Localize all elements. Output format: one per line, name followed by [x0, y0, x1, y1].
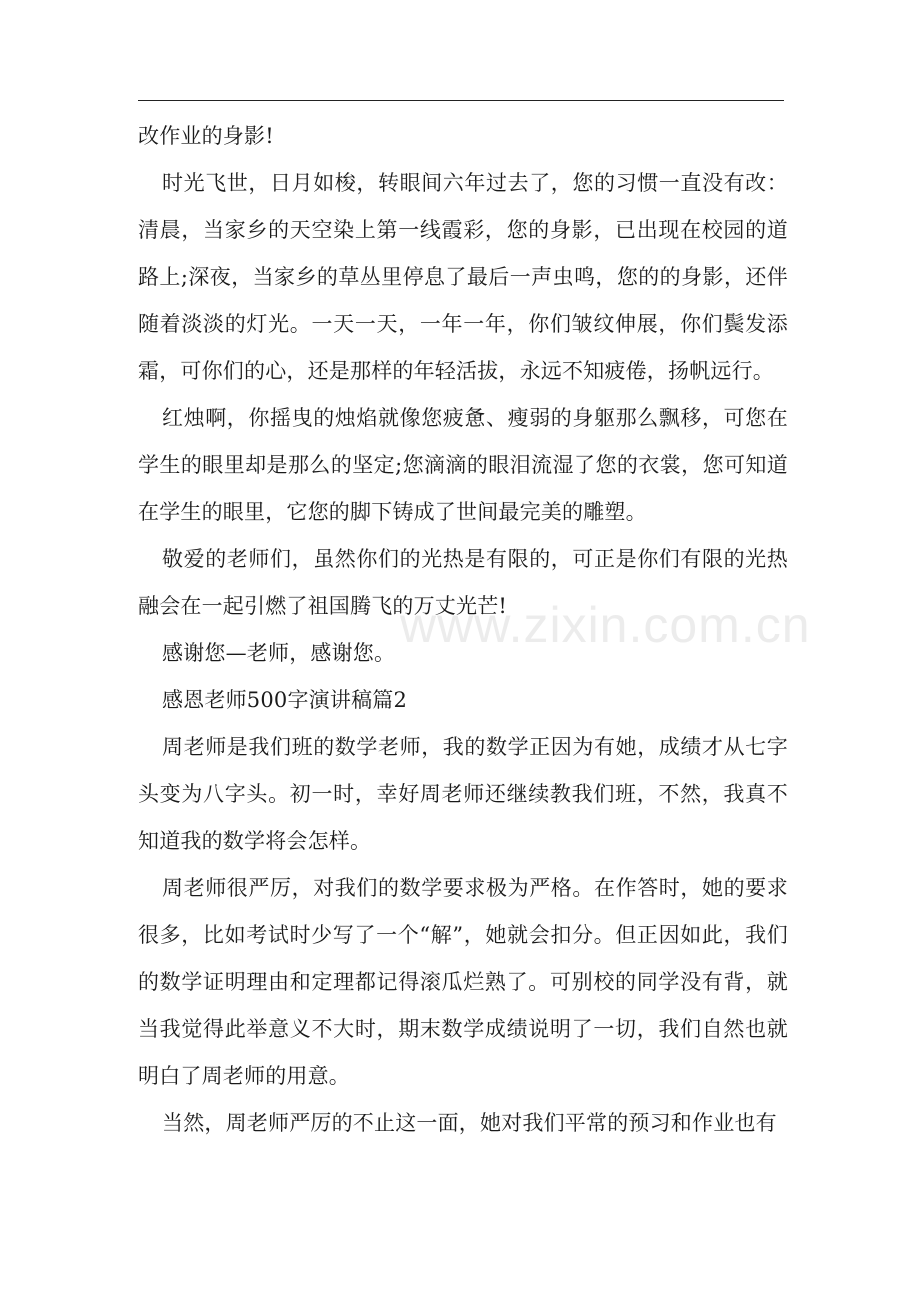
paragraph: 敬爱的老师们，虽然你们的光热是有限的，可正是你们有限的光热融会在一起引燃了祖国腾飞的万丈光芒! — [138, 547, 788, 618]
section-heading: 感恩老师500字演讲稿篇2 — [162, 688, 408, 712]
paragraph-continuation: 改作业的身影! — [138, 124, 274, 148]
paragraph: 红烛啊，你摇曳的烛焰就像您疲惫、瘦弱的身躯那么飘移，可您在学生的眼里却是那么的坚定;您滴滴的眼泪流湿了您的衣裳，您可知道在学生的眼里，它您的脚下铸成了世间最完美的雕塑。 — [138, 406, 788, 524]
paragraph: 周老师很严厉，对我们的数学要求极为严格。在作答时，她的要求很多，比如考试时少写了一个“解”，她就会扣分。但正因如此，我们的数学证明理由和定理都记得滚瓜烂熟了。可别校的同学没有背，就当我觉得此举意义不大时，期末数学成绩说明了一切，我们自然也就明白了周老师的用意。 — [138, 876, 788, 1088]
paragraph: 当然，周老师严厉的不止这一面，她对我们平常的预习和作业也有 — [162, 1111, 777, 1135]
document-body — [138, 113, 788, 1147]
header-rule — [138, 100, 784, 101]
paragraph: 时光飞世，日月如梭，转眼间六年过去了，您的习惯一直没有改：清晨，当家乡的天空染上第一线霞彩，您的身影，已出现在校园的道路上;深夜，当家乡的草丛里停息了最后一声虫鸣，您的的身影，还伴随着淡淡的灯光。一天一天，一年一年，你们皱纹伸展，你们鬓发添霜，可你们的心，还是那样的年轻活拔，永远不知疲倦，扬帆远行。 — [138, 171, 788, 383]
paragraph: 周老师是我们班的数学老师，我的数学正因为有她，成绩才从七字头变为八字头。初一时，幸好周老师还继续教我们班，不然，我真不知道我的数学将会怎样。 — [138, 735, 788, 853]
paragraph: 感谢您—老师，感谢您。 — [162, 641, 396, 665]
watermark: www.zixin.com.cn — [400, 597, 811, 653]
